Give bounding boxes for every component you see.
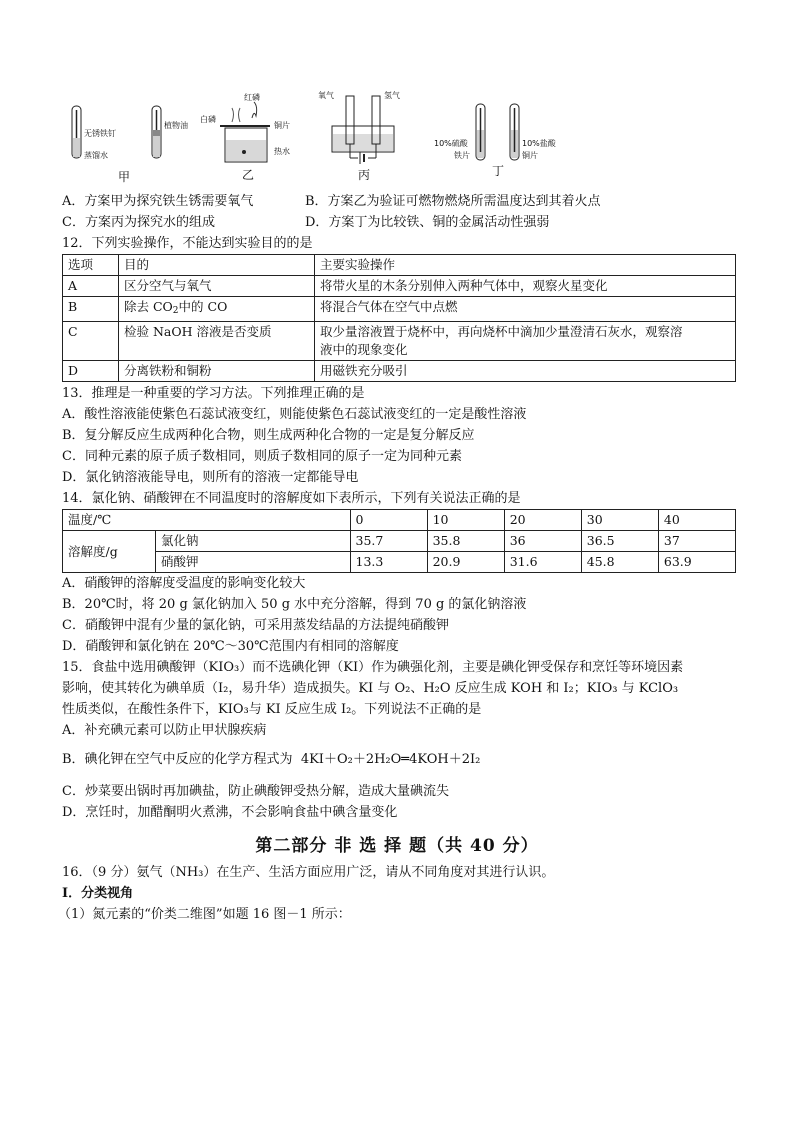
label-wuxiu-tieding: 无锈铁钉 (84, 129, 116, 138)
table-cell: A (63, 276, 119, 297)
q15-option-b (62, 751, 480, 769)
table-cell: 40 (658, 510, 735, 531)
q12-table (62, 254, 736, 382)
op-line: 取少量溶液置于烧杯中，再向烧杯中滴加少量澄清石灰水，观察溶 (320, 324, 683, 339)
label-reshui: 热水 (274, 147, 290, 156)
q13-option-c: C．同种元素的原子质子数相同，则质子数相同的原子一定为同种元素 (62, 449, 462, 464)
q14-option-a: A．硝酸钾的溶解度受温度的影响变化较大 (62, 576, 306, 591)
solubility-label-cell: 溶解度/g (63, 531, 156, 573)
goal-text: 除去 CO (124, 299, 173, 314)
label-tiepian: 铁片 (454, 151, 470, 160)
goal-text: 中的 CO (178, 299, 228, 314)
temp-label-cell: 温度/℃ (63, 510, 351, 531)
q12-stem: 12．下列实验操作，不能达到实验目的的是 (62, 236, 313, 251)
table-cell: D (63, 361, 119, 382)
op-line: 液中的现象变化 (320, 342, 408, 357)
table-header-row (63, 255, 736, 276)
q13-option-d: D．氯化钠溶液能导电，则所有的溶液一定都能导电 (62, 470, 359, 485)
table-cell: 37 (658, 531, 735, 552)
figure-label-ding: 丁 (492, 164, 505, 178)
figure-label-jia: 甲 (118, 170, 131, 184)
table-cell: 63.9 (658, 552, 735, 573)
section-title: 第二部分 非 选 择 题（共 40 分） (255, 836, 539, 856)
table-cell: 35.7 (350, 531, 427, 552)
q16-stem: 16．（9 分）氨气（NH₃）在生产、生活方面应用广泛，请从不同角度对其进行认识。 (62, 865, 555, 880)
q16-sub-1: （1）氮元素的“价类二维图”如题 16 图－1 所示： (58, 907, 351, 922)
table-cell: 30 (581, 510, 658, 531)
label-zhiwuyou: 植物油 (164, 121, 188, 130)
figure-bing (318, 88, 418, 180)
q14-option-b: B．20℃时，将 20 g 氯化钠加入 50 g 水中充分溶解，得到 70 g 的氯化钠溶液 (62, 597, 527, 612)
q11-option-b: B．方案乙为验证可燃物燃烧所需温度达到其着火点 (305, 194, 601, 209)
table-row (63, 361, 736, 382)
header-cell: 目的 (119, 255, 315, 276)
q14-option-c: C．硝酸钾中混有少量的氯化钠，可采用蒸发结晶的方法提纯硝酸钾 (62, 618, 449, 633)
figure-ding (430, 100, 580, 180)
header-cell: 主要实验操作 (315, 255, 736, 276)
table-row (63, 322, 736, 361)
table-cell: B (63, 297, 119, 322)
table-cell: 硝酸钾 (156, 552, 351, 573)
q16-part-1: Ⅰ．分类视角 (62, 886, 134, 901)
q14-option-d: D．硝酸钾和氯化钠在 20℃～30℃范围内有相同的溶解度 (62, 639, 399, 654)
table-cell: 13.3 (350, 552, 427, 573)
q13-stem: 13．推理是一种重要的学习方法。下列推理正确的是 (62, 386, 365, 401)
figure-label-bing: 丙 (358, 168, 371, 182)
table-cell: 区分空气与氧气 (119, 276, 315, 297)
table-cell: 用磁铁充分吸引 (315, 361, 736, 382)
table-row (63, 552, 736, 573)
table-row (63, 276, 736, 297)
table-cell: 检验 NaOH 溶液是否变质 (119, 322, 315, 361)
table-row (63, 510, 736, 531)
label-yansuan: 10%盐酸 (522, 139, 556, 148)
table-cell: 10 (427, 510, 504, 531)
label-tongpian: 铜片 (274, 121, 290, 130)
metal-activity-diagram (430, 100, 580, 166)
q13-option-b: B．复分解反应生成两种化合物，则生成两种化合物的一定是复分解反应 (62, 428, 475, 443)
table-row (63, 297, 736, 322)
table-cell: 将带火星的木条分别伸入两种气体中，观察火星变化 (315, 276, 736, 297)
q15-stem-line-3: 性质类似，在酸性条件下，KIO₃与 KI 反应生成 I₂。下列说法不正确的是 (62, 702, 482, 717)
label-qingqi: 氢气 (384, 91, 400, 100)
table-cell: 将混合气体在空气中点燃 (315, 297, 736, 322)
test-tubes-diagram (60, 100, 190, 170)
q11-option-a: A．方案甲为探究铁生锈需要氧气 (62, 194, 254, 209)
table-cell: 36 (504, 531, 581, 552)
figure-label-yi: 乙 (242, 168, 255, 182)
header-cell: 选项 (63, 255, 119, 276)
table-cell: 分离铁粉和铜粉 (119, 361, 315, 382)
q15-stem-line-2: 影响，使其转化为碘单质（I₂，易升华）造成损失。KI 与 O₂、H₂O 反应生成 KOH 和 I₂；KIO₃ 与 KClO₃ (62, 681, 679, 696)
label-liusuan: 10%硫酸 (434, 139, 468, 148)
q15-option-c: C．炒菜要出锅时再加碘盐，防止碘酸钾受热分解，造成大量碘流失 (62, 784, 449, 799)
q11-option-c: C．方案丙为探究水的组成 (62, 215, 215, 230)
table-cell (119, 297, 315, 322)
q15-option-d: D．烹饪时，加醋酮明火煮沸，不会影响食盐中碘含量变化 (62, 805, 398, 820)
q11-option-d: D．方案丁为比较铁、铜的金属活动性强弱 (305, 215, 550, 230)
label-yangqi: 氧气 (318, 91, 334, 100)
label-bailin: 白磷 (200, 115, 216, 124)
label-honglin: 红磷 (244, 93, 260, 102)
label-zhengliushui: 蒸馏水 (84, 151, 108, 160)
table-cell: 36.5 (581, 531, 658, 552)
table-cell: 20.9 (427, 552, 504, 573)
table-cell: C (63, 322, 119, 361)
q13-option-a: A．酸性溶液能使紫色石蕊试液变红，则能使紫色石蕊试液变红的一定是酸性溶液 (62, 407, 527, 422)
table-cell (315, 322, 736, 361)
label-tongpian-ding: 铜片 (522, 151, 538, 160)
q14-stem: 14．氯化钠、硝酸钾在不同温度时的溶解度如下表所示，下列有关说法正确的是 (62, 491, 521, 506)
table-cell: 31.6 (504, 552, 581, 573)
table-cell: 氯化钠 (156, 531, 351, 552)
q15-option-a: A．补充碘元素可以防止甲状腺疾病 (62, 723, 267, 738)
q15-option-b-equation: 4KI＋O₂＋2H₂O═4KOH＋2I₂ (300, 752, 481, 767)
table-cell: 0 (350, 510, 427, 531)
subscript: 2 (172, 306, 179, 316)
table-cell: 45.8 (581, 552, 658, 573)
table-cell: 35.8 (427, 531, 504, 552)
table-row (63, 531, 736, 552)
q15-stem-line-1: 15．食盐中选用碘酸钾（KIO₃）而不选碘化钾（KI）作为碘强化剂，主要是碘化钾受保存和烹饪等环境因素 (62, 660, 684, 675)
table-cell: 20 (504, 510, 581, 531)
q15-option-b-prefix: B．碘化钾在空气中反应的化学方程式为 (62, 752, 293, 767)
q14-solubility-table (62, 509, 736, 573)
figure-yi (200, 88, 310, 180)
figure-jia (60, 100, 190, 184)
